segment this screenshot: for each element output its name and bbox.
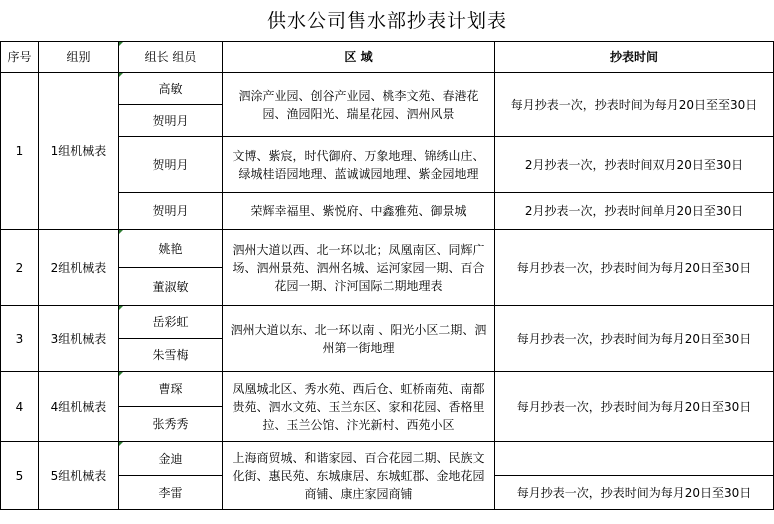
group-3-member: 朱雪梅 (119, 339, 223, 372)
group-5-member: 李雷 (119, 476, 223, 510)
group-2-time: 每月抄表一次，抄表时间为每月20日至30日 (495, 230, 774, 306)
group-1-seq: 1 (1, 73, 39, 230)
group-2-area: 泗州大道以西、北一环以北；凤凰南区、同辉广场、泗州景苑、泗州名城、运河家园一期、百合花园一期、汴河国际二期地理表 (223, 230, 495, 306)
group-1-member-b: 贺明月 (119, 137, 223, 193)
header-seq: 序号 (1, 42, 39, 73)
group-4-area: 凤凰城北区、秀水苑、西后仓、虹桥南苑、南都贵苑、泗水文苑、玉兰东区、家和花园、香格里拉、玉兰公馆、汴光新村、西苑小区 (223, 372, 495, 442)
group-1-leader-name: 高敏 (158, 81, 183, 96)
group-5-seq: 5 (1, 442, 39, 510)
group-1-time-b: 2月抄表一次，抄表时间双月20日至30日 (495, 137, 774, 193)
group-5-leader-name: 金迪 (158, 451, 183, 466)
header-group: 组别 (39, 42, 119, 73)
group-1-name: 1组机械表 (39, 73, 119, 230)
group-5-time: 每月抄表一次，抄表时间为每月20日至30日 (495, 476, 774, 510)
cell-comment-marker (119, 42, 123, 46)
group-5-area: 上海商贸城、和谐家园、百合花园二期、民族文化街、惠民苑、东城康居、东城虹郡、金地花园商铺、康庄家园商铺 (223, 442, 495, 510)
group-1-time-a: 每月抄表一次，抄表时间为每月20日至至30日 (495, 73, 774, 137)
group-1-area-a: 泗涂产业园、创谷产业园、桃李文苑、春港花园、渔园阳光、瑞星花园、泗州风景 (223, 73, 495, 137)
group-4-seq: 4 (1, 372, 39, 442)
cell-comment-marker (119, 442, 123, 446)
header-leader (119, 42, 223, 73)
group-3-name: 3组机械表 (39, 306, 119, 372)
group-5-name: 5组机械表 (39, 442, 119, 510)
group-3-seq: 3 (1, 306, 39, 372)
group-1-time-c: 2月抄表一次，抄表时间单月20日至30日 (495, 193, 774, 230)
group-5-time-empty (495, 442, 774, 476)
header-leader-label: 组长 组员 (144, 50, 197, 64)
group-1-leader (119, 73, 223, 105)
group-4-member: 张秀秀 (119, 407, 223, 442)
cell-comment-marker (119, 73, 123, 77)
group-1-member-c: 贺明月 (119, 193, 223, 230)
group-4-time: 每月抄表一次，抄表时间为每月20日至30日 (495, 372, 774, 442)
group-4-leader (119, 372, 223, 407)
header-time: 抄表时间 (495, 42, 774, 73)
group-2-leader (119, 230, 223, 268)
group-2-seq: 2 (1, 230, 39, 306)
group-3-leader (119, 306, 223, 339)
cell-comment-marker (119, 230, 123, 234)
group-1-area-b: 文博、紫宸，时代御府、万象地理、锦绣山庄、绿城桂语园地理、蓝诚诚园地理、紫金园地理 (223, 137, 495, 193)
group-4-leader-name: 曹琛 (158, 382, 183, 396)
group-3-time: 每月抄表一次，抄表时间为每月20日至30日 (495, 306, 774, 372)
sheet-title: 供水公司售水部抄表计划表 (1, 0, 774, 42)
cell-comment-marker (119, 372, 123, 376)
group-2-member: 董淑敏 (119, 268, 223, 306)
cell-comment-marker (119, 306, 123, 310)
group-1-area-c: 荣辉幸福里、紫悦府、中鑫雅苑、御景城 (223, 193, 495, 230)
group-2-leader-name: 姚艳 (158, 241, 183, 256)
header-area: 区 域 (223, 42, 495, 73)
group-5-leader (119, 442, 223, 476)
group-1-member: 贺明月 (119, 105, 223, 137)
group-2-name: 2组机械表 (39, 230, 119, 306)
group-4-name: 4组机械表 (39, 372, 119, 442)
group-3-leader-name: 岳彩虹 (152, 315, 189, 329)
group-3-area: 泗州大道以东、北一环以南 、阳光小区二期、泗州第一街地理 (223, 306, 495, 372)
